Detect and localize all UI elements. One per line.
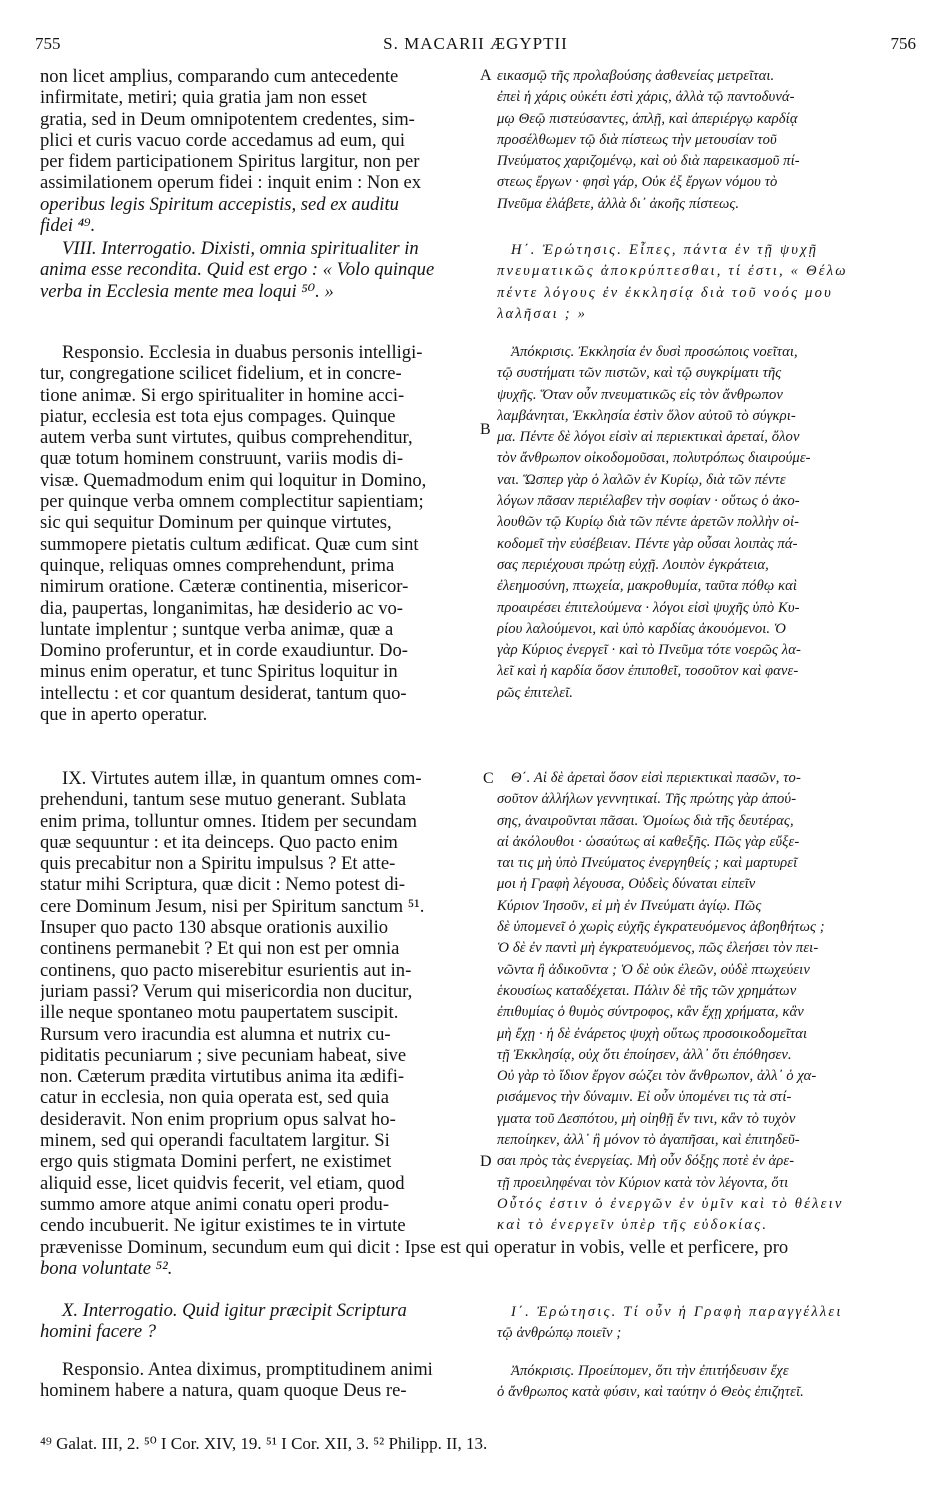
latin-line: anima esse recondita. Quid est ergo : « Volo quinque [40,259,435,281]
greek-line: σοῦτον ἀλλήλων γεννητικαί. Τῆς πρώτης γὰρ ἀπού- [497,791,797,808]
latin-line: infirmitate, metiri; quia gratia jam non esset [40,87,367,109]
greek-line: Πνεῦμα ἐλάβετε, ἀλλὰ δι᾽ ἀκοῆς πίστεως. [497,195,740,212]
latin-line: verba in Ecclesia mente mea loqui ⁵⁰. » [40,280,334,302]
section-marker-a: A [480,67,492,84]
greek-line: εικασμῷ τῆς προλαβούσης ἀσθενείας μετρεῖται. [497,68,775,84]
latin-line: tione animæ. Si ergo spiritualiter in homine acci- [40,384,405,406]
greek-line: πνευματικῶς ἀποκρύπτεσθαι, τί ἐστι, « Θέλω [497,263,848,280]
latin-line: continens, quo pacto miserebitur esurientis aut in- [40,959,412,981]
greek-line: αἱ ἀκόλουθοι · ὡσαύτως αἱ καθεξῆς. Πῶς γὰρ εὔξε- [497,833,800,850]
latin-question-viii [40,238,480,302]
latin-line: quæ sequuntur : et ita deinceps. Quo pacto enim [40,831,398,853]
footnotes: ⁴⁹ Galat. III, 2. ⁵⁰ I Cor. XIV, 19. ⁵¹ I Cor. XII, 3. ⁵² Philipp. II, 13. [40,1434,488,1453]
latin-line: per fidem participationem Spiritus largitur, non per [40,151,420,173]
full-line: prævenisse Dominum, secundum eum qui dicit : Ipse est qui operatur in vobis, velle et perficere, pro [40,1237,789,1258]
latin-section-ix [40,768,480,1237]
latin-line: aliquid esse, licet quidvis fecerit, vel etiam, quod [40,1172,405,1194]
latin-line: ille neque spontaneo motu paupertatem suscipit. [40,1002,399,1024]
greek-line: λουθῶν τῷ Κυρίῳ διὰ τῶν πέντε ἀρετῶν πολλὴν οἰ- [497,514,800,531]
greek-section-ix [497,768,917,1237]
latin-line: quis precabitur non a Spiritu impulsus ? Et atte- [40,853,396,875]
greek-line: γματα τοῦ Δεσπότου, μὴ οἰηθῇ ἔν τινι, κἂν τὸ τυχὸν [497,1110,796,1127]
greek-line: Ἀπόκρισις. Ἐκκλησία ἐν δυσὶ προσώποις νοεῖται, [511,344,798,360]
running-title: S. MACARII ÆGYPTII [383,34,568,53]
latin-line: catur in ecclesia, non quia operata est, sed quia [40,1087,390,1109]
greek-line: λαλῆσαι ; » [497,305,588,322]
greek-line: ψυχῆς. Ὅταν οὖν πνευματικῶς εἰς τὸν ἄνθρωπον [497,386,783,403]
latin-line: plici et curis vacuo corde accedamus ad eum, qui [40,129,406,151]
greek-response-x [497,1361,917,1404]
latin-line: quinque, reliquas omnes comprehendunt, prima [40,554,395,576]
greek-line: Ἀπόκρισις. Προείπομεν, ὅτι τὴν ἐπιτήδευσιν ἔχε [511,1363,789,1379]
greek-line: προσέλθωμεν τῷ διὰ πίστεως τὴν μετουσίαν τοῦ [497,131,777,148]
latin-line: dia, paupertas, longanimitas, hæ desiderio ac vo- [40,597,403,619]
latin-line: juriam passi? Verum qui misericordia non ducitur, [40,980,413,1002]
greek-line: Θ΄. Αἱ δὲ ἀρεταὶ ὅσον εἰσὶ περιεκτικαὶ πασῶν, το- [511,770,801,786]
latin-line: Responsio. Ecclesia in duabus personis intelligi- [62,342,423,363]
greek-line: Ι΄. Ἐρώτησις. Τί οὖν ἡ Γραφὴ παραγγέλλει [511,1304,843,1320]
latin-line: piatur, ecclesia est tota ejus compages. Quinque [40,405,396,427]
full-line: bona voluntate ⁵². [40,1258,173,1280]
greek-line: ρῶς ἐπιτελεῖ. [497,684,574,701]
latin-line: Responsio. Antea diximus, promptitudinem animi [62,1359,433,1380]
greek-line: δὲ ὑπομενεῖ ὁ χωρὶς εὐχῆς ἐγκρατευόμενος ἀβοηθήτως ; [497,919,825,936]
latin-line: summopere pietatis cultum ædificat. Quæ cum sint [40,533,419,555]
latin-line: intellectu : et cor quantum desiderat, tantum quo- [40,682,407,704]
latin-line: desideravit. Non enim proprium opus salvat ho- [40,1108,396,1130]
greek-line: προαιρέσει ἐπιτελούμενα · λόγοι εἰσὶ ψυχῆς ὑπὸ Κυ- [497,599,800,616]
latin-line: continens permanebit ? Et qui non est per omnia [40,938,400,960]
greek-line: ται τις μὴ ὑπὸ Πνεύματος ἐνεργηθείς ; καὶ μαρτυρεῖ [497,855,798,872]
latin-question-x [40,1300,480,1343]
greek-line: γὰρ Κύριος ἐνεργεῖ · καὶ τὸ Πνεῦμα τότε νοερῶς λα- [497,642,801,659]
latin-line: X. Interrogatio. Quid igitur præcipit Scriptura [62,1300,407,1321]
greek-line: πέντε λόγους ἐν ἐκκλησίᾳ διὰ τοῦ νοός μου [497,284,834,301]
greek-line: ἐπεὶ ἡ χάρις οὐκέτι ἐστὶ χάρις, ἀλλὰ τῷ παντοδυνά- [497,89,795,106]
latin-line: prehenduni, tantum sese mutuo generant. Sublata [40,789,407,811]
greek-line: Πνεύματος χαριζομένῳ, καὶ οὐ διὰ παρεικασμοῦ πί- [497,153,800,170]
latin-block-1 [40,66,480,236]
latin-line: fidei ⁴⁹. [40,215,96,237]
latin-line: non licet amplius, comparando cum antecedente [40,66,399,87]
greek-question-x [497,1302,917,1345]
greek-block-1 [497,66,917,215]
full-width-lines [40,1237,920,1280]
greek-line: νῶντα ἢ ἀδικοῦντα ; Ὁ δὲ οὐκ ἐλεῶν, οὐδὲ πτωχεύειν [497,961,810,978]
section-marker-c: C [483,770,494,787]
latin-line: VIII. Interrogatio. Dixisti, omnia spiritualiter in [62,238,419,259]
latin-line: visæ. Quemadmodum enim qui loquitur in Domino, [40,469,427,491]
greek-line: τῷ συστήματι τῶν πιστῶν, καὶ τῷ συγκρίματι τῆς [497,365,782,382]
page-number-right: 756 [890,34,916,53]
greek-line: σης, ἀναιροῦνται πᾶσαι. Ὁμοίως διὰ τῆς δευτέρας, [497,812,794,829]
latin-line: assimilationem operum fidei : inquit enim : Non ex [40,172,422,194]
greek-line: ρίου λαλούμενοι, καὶ ὑπὸ καρδίας ἀκουόμενοι. Ὁ [497,620,786,637]
latin-line: que in aperto operatur. [40,704,208,726]
latin-line: minus enim operatur, et tunc Spiritus loquitur in [40,661,398,683]
greek-line: ρισάμενος τὴν δύναμιν. Εἰ οὖν ὑπομένει τις τὰ στί- [497,1089,792,1106]
greek-line: σαι πρὸς τὰς ἐνεργείας. Μὴ οὖν δόξῃς ποτὲ ἐν ἀρε- [497,1153,795,1170]
latin-line: sic qui sequitur Dominum per quinque virtutes, [40,512,392,534]
latin-line: autem verba sunt virtutes, quibus comprehenditur, [40,427,413,449]
section-marker-d: D [480,1153,492,1170]
latin-line: summo amore atque animi conatu operi produ- [40,1193,390,1215]
greek-line: ἐλεημοσύνη, πτωχεία, μακροθυμία, ταῦτα πόθῳ καὶ [497,578,798,595]
greek-line: ναι. Ὥσπερ γὰρ ὁ λαλῶν ἐν Κυρίῳ, διὰ τῶν πέντε [497,471,786,488]
greek-line: Οὗτός ἐστιν ὁ ἐνεργῶν ἐν ὑμῖν καὶ τὸ θέλειν [497,1195,844,1212]
greek-line: μοι ἡ Γραφὴ λέγουσα, Οὐδεὶς δύναται εἰπεῖν [497,876,756,893]
greek-line: τῷ ἀνθρώπῳ ποιεῖν ; [497,1325,622,1342]
greek-line: λεῖ καὶ ἡ καρδία ὅσον ἐπιποθεῖ, τοσοῦτον καὶ φανε- [497,663,799,680]
greek-line: μα. Πέντε δὲ λόγοι εἰσὶν αἱ περιεκτικαὶ ἀρεταί, ὅλον [497,429,800,446]
greek-line: ἑκουσίως καταδέχεται. Πάλιν δὲ τῆς τῶν χρημάτων [497,982,797,999]
latin-line: tur, congregatione scilicet fidelium, et in concre- [40,363,402,385]
greek-question-viii [497,240,917,325]
latin-line: nimirum oratione. Cæteræ continentia, misericor- [40,576,409,598]
latin-line: ergo quis stigmata Domini perfert, ne existimet [40,1151,392,1173]
greek-line: τὸν ἄνθρωπον οἰκοδομοῦσαι, πολυτρόπως διαιρούμε- [497,450,811,467]
latin-line: Domino proferuntur, et in corde exaudiuntur. Do- [40,640,408,662]
latin-line: non. Cæterum prædita virtutibus anima ita ædifi- [40,1066,405,1088]
section-marker-b: B [480,421,491,438]
greek-line: στεως ἔργων · φησὶ γάρ, Οὐκ ἐξ ἔργων νόμου τὸ [497,174,778,191]
greek-line: καὶ τὸ ἐνεργεῖν ὑπὲρ τῆς εὐδοκίας. [497,1217,769,1234]
greek-line: τῇ Ἐκκλησίᾳ, οὐχ ὅτι ἐποίησεν, ἀλλ᾽ ὅτι ἐπόθησεν. [497,1046,792,1063]
latin-line: piditatis pecuniarum ; sive pecuniam habeat, sive [40,1044,407,1066]
latin-line: cendo incubuerit. Ne igitur existimes te in virtute [40,1215,406,1237]
latin-line: minem, sed qui operandi facultatem largitur. Si [40,1130,390,1152]
latin-line: Insuper quo pacto 130 absque orationis auxilio [40,917,389,939]
greek-line: μῳ Θεῷ πιστεύσαντες, ἁπλῇ, καὶ ἀπεριέργῳ καρδίᾳ [497,110,798,127]
latin-line: operibus legis Spiritum accepistis, sed ex auditu [40,193,399,215]
greek-line: λόγων πᾶσαν περιέλαβεν τὴν σοφίαν · οὕτως ὁ ἀκο- [497,493,800,510]
latin-line: cere Dominum Jesum, nisi per Spiritum sanctum ⁵¹. [40,895,425,917]
greek-line: Η΄. Ἐρώτησις. Εἶπες, πάντα ἐν τῇ ψυχῇ [511,242,819,258]
greek-response-viii [497,342,917,704]
latin-response-x [40,1359,480,1402]
page-number-left: 755 [35,34,61,53]
greek-line: Κύριον Ἰησοῦν, εἰ μὴ ἐν Πνεύματι ἁγίῳ. Πῶς [497,897,762,914]
latin-line: hominem habere a natura, quam quoque Deus re- [40,1380,407,1402]
greek-line: τῇ προειληφέναι τὸν Κύριον κατὰ τὸν λέγοντα, ὅτι [497,1174,789,1191]
greek-line: μὴ ἔχῃ · ἡ δὲ ἐνάρετος ψυχὴ οὕτως προσοικοδομεῖται [497,1025,808,1042]
latin-line: enim prima, tolluntur omnes. Itidem per secundam [40,810,417,832]
page-header [35,34,916,58]
latin-line: quæ totum hominem construunt, variis modis di- [40,448,404,470]
greek-line: ἐπιθυμίας ὁ θυμὸς σύντροφος, κἂν ἔχῃ χρήματα, κἂν [497,1004,804,1021]
greek-line: Ὁ δὲ ἐν παντὶ μὴ ἐγκρατευόμενος, πῶς ἐλεήσει τὸν πει- [497,940,819,957]
latin-response-viii [40,342,480,725]
greek-line: Οὐ γὰρ τὸ ἴδιον ἔργον σώζει τὸν ἄνθρωπον, ἀλλ᾽ ὁ χα- [497,1068,817,1085]
greek-line: ὁ ἄνθρωπος κατὰ φύσιν, καὶ ταύτην ὁ Θεὸς ἐπιζητεῖ. [497,1384,804,1401]
latin-line: Rursum vero iracundia est alumna et nutrix cu- [40,1023,391,1045]
greek-line: λαμβάνηται, Ἐκκλησία ἐστὶν ὅλον αὐτοῦ τὸ σύγκρι- [497,407,796,424]
greek-line: κοδομεῖ τὴν εὐσέβειαν. Πέντε γὰρ οὖσαι λοιπὰς πά- [497,535,798,552]
greek-line: σας περιέχουσι πρώτῃ εὐχῇ. Λοιπὸν ἐγκράτεια, [497,556,769,573]
latin-line: homini facere ? [40,1321,157,1343]
latin-line: gratia, sed in Deum omnipotentem credentes, sim- [40,108,415,130]
latin-line: luntate implentur ; suntque verba animæ, quæ a [40,618,394,640]
latin-line: statur mihi Scriptura, quæ dicit : Nemo potest di- [40,874,406,896]
greek-line: πεποίηκεν, ἀλλ᾽ ἢ μόνον τὸ ἀγαπῆσαι, καὶ ἐπιτηδεῦ- [497,1132,800,1149]
latin-line: IX. Virtutes autem illæ, in quantum omnes com- [62,768,422,789]
latin-line: per quinque verba omnem complectitur sapientiam; [40,491,424,513]
